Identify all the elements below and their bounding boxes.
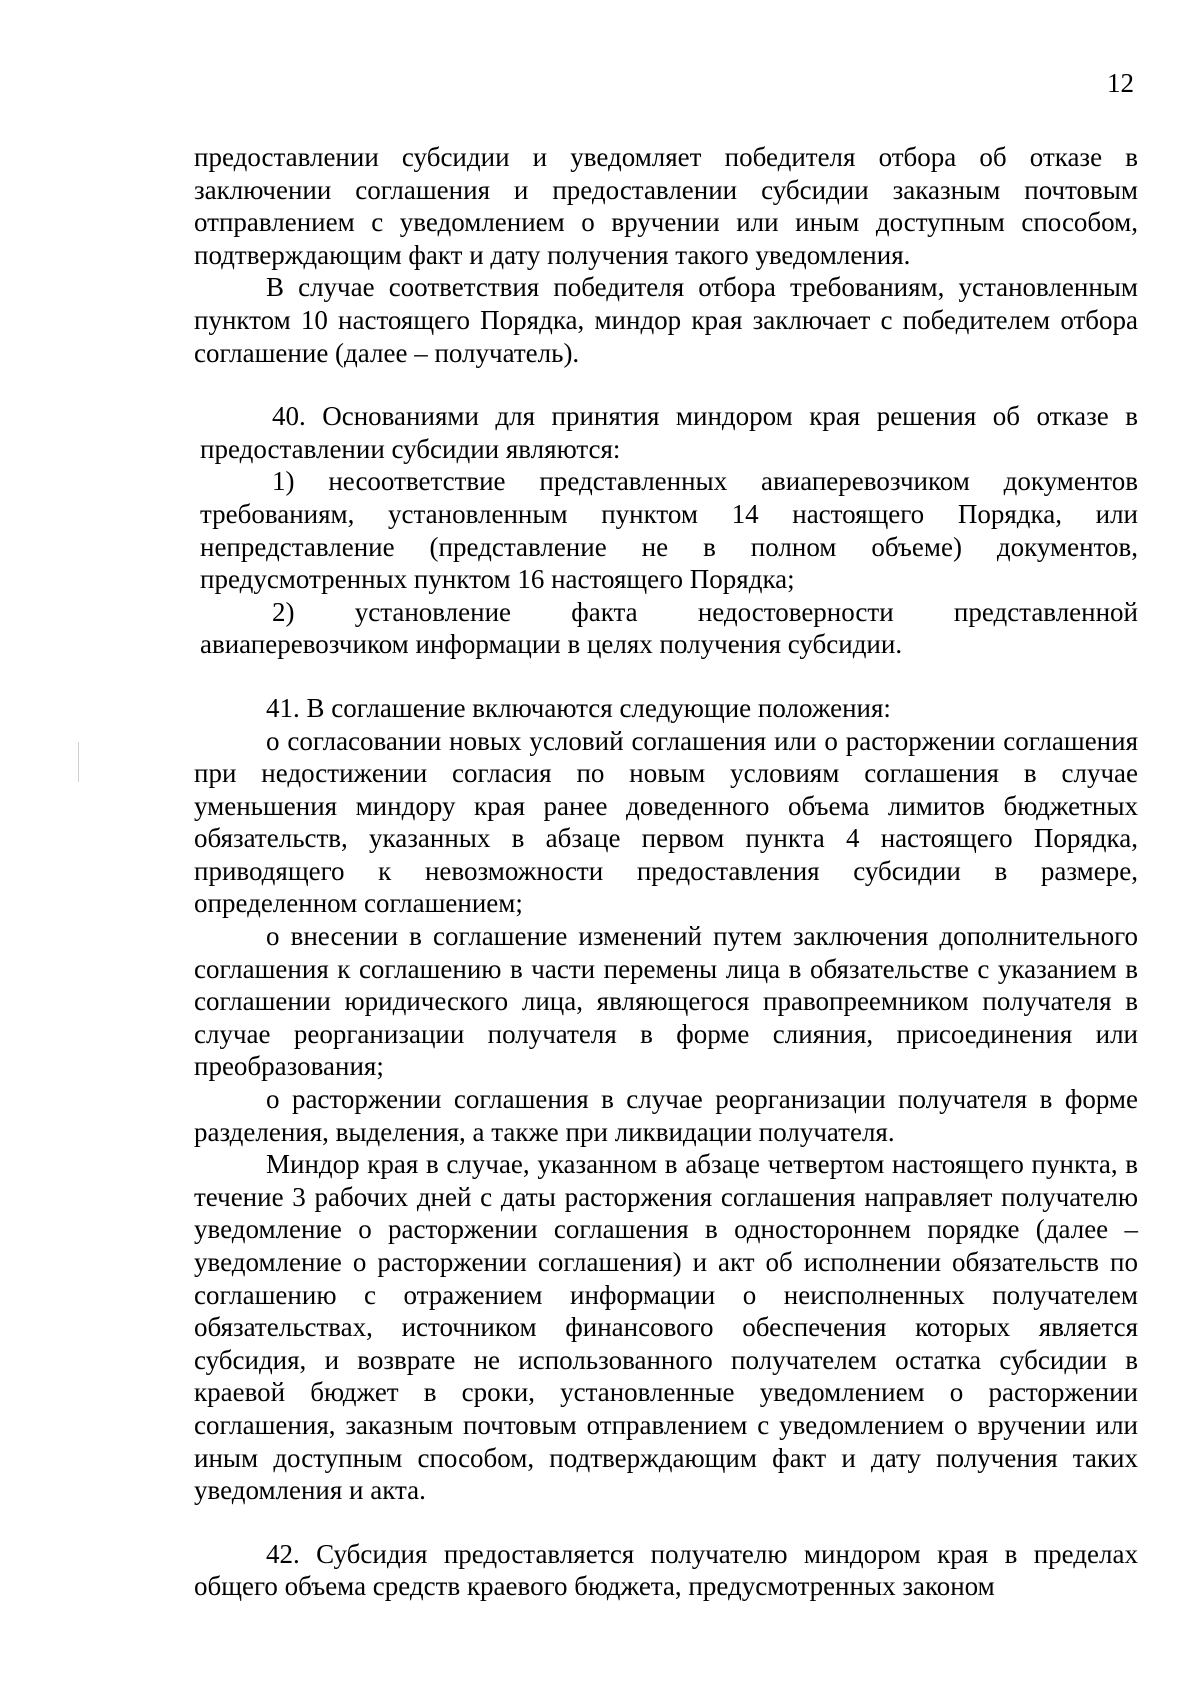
paragraph-41-item-agreement-terms: о согласовании новых условий соглашения или о расторжении соглашения при недостижении согласия по новым условиям соглашения в случае уменьшения миндору края ранее доведенного объема лимитов бюджетных обязательств, указанных в абзаце первом пункта 4 настоящего Порядка, приводящего к невозможности предоставления субсидии в размере, определенном соглашением; (194, 725, 1138, 919)
page-number: 12 (1107, 68, 1134, 98)
paragraph-42: 42. Субсидия предоставляется получателю миндором края в пределах общего объема средств краевого бюджета, предусмотренных законом (194, 1538, 1138, 1602)
paragraph-41-item-amendments: о внесении в соглашение изменений путем заключения дополнительного соглашения к соглашению в части перемены лица в обязательстве с указанием в соглашении юридического лица, являющегося правопреемником получателя в случае реорганизации получателя в форме слияния, присоединения или преобразования; (194, 921, 1138, 1082)
paragraph-40-item-1: 1) несоответствие представленных авиаперевозчиком документов требованиям, установленным пунктом 14 настоящего Порядка, или непредставление (представление не в полном объеме) документов, предусмотренных пунктом 16 настоящего Порядка; (200, 466, 1138, 595)
scan-mark (78, 742, 79, 782)
paragraph-41-notice: Миндор края в случае, указанном в абзаце четвертом настоящего пункта, в течение 3 рабочих дней с даты расторжения соглашения направляет получателю уведомление о расторжении соглашения в одностороннем порядке (далее – уведомление о расторжении соглашения) и акт об исполнении обязательств по соглашению с отражением информации о неисполненных получателем обязательствах, источником финансового обеспечения которых является субсидия, и возврате не использованного получателем остатка субсидии в краевой бюджет в сроки, установленные уведомлением о расторжении соглашения, заказным почтовым отправлением с уведомлением о вручении или иным доступным способом, подтверждающим факт и дату получения таких уведомления и акта. (194, 1149, 1138, 1506)
paragraph-40-item-2: 2) установление факта недостоверности представленной авиаперевозчиком информации в целях получения субсидии. (200, 596, 1138, 660)
paragraph-41: 41. В соглашение включаются следующие положения: (266, 692, 891, 723)
paragraph-40: 40. Основаниями для принятия миндором края решения об отказе в предоставлении субсидии являются: (200, 401, 1138, 464)
paragraph-compliance: В случае соответствия победителя отбора требованиям, установленным пунктом 10 настоящего Порядка, миндор края заключает с победителем отбора соглашение (далее – получатель). (194, 272, 1138, 368)
paragraph-41-item-termination: о расторжении соглашения в случае реорганизации получателя в форме разделения, выделения, а также при ликвидации получателя. (194, 1084, 1138, 1147)
paragraph-continuation: предоставлении субсидии и уведомляет победителя отбора об отказе в заключении соглашения и предоставлении субсидии заказным почтовым отправлением с уведомлением о вручении или иным доступным способом, подтверждающим факт и дату получения такого уведомления. (194, 142, 1138, 270)
document-body (194, 141, 1138, 1603)
